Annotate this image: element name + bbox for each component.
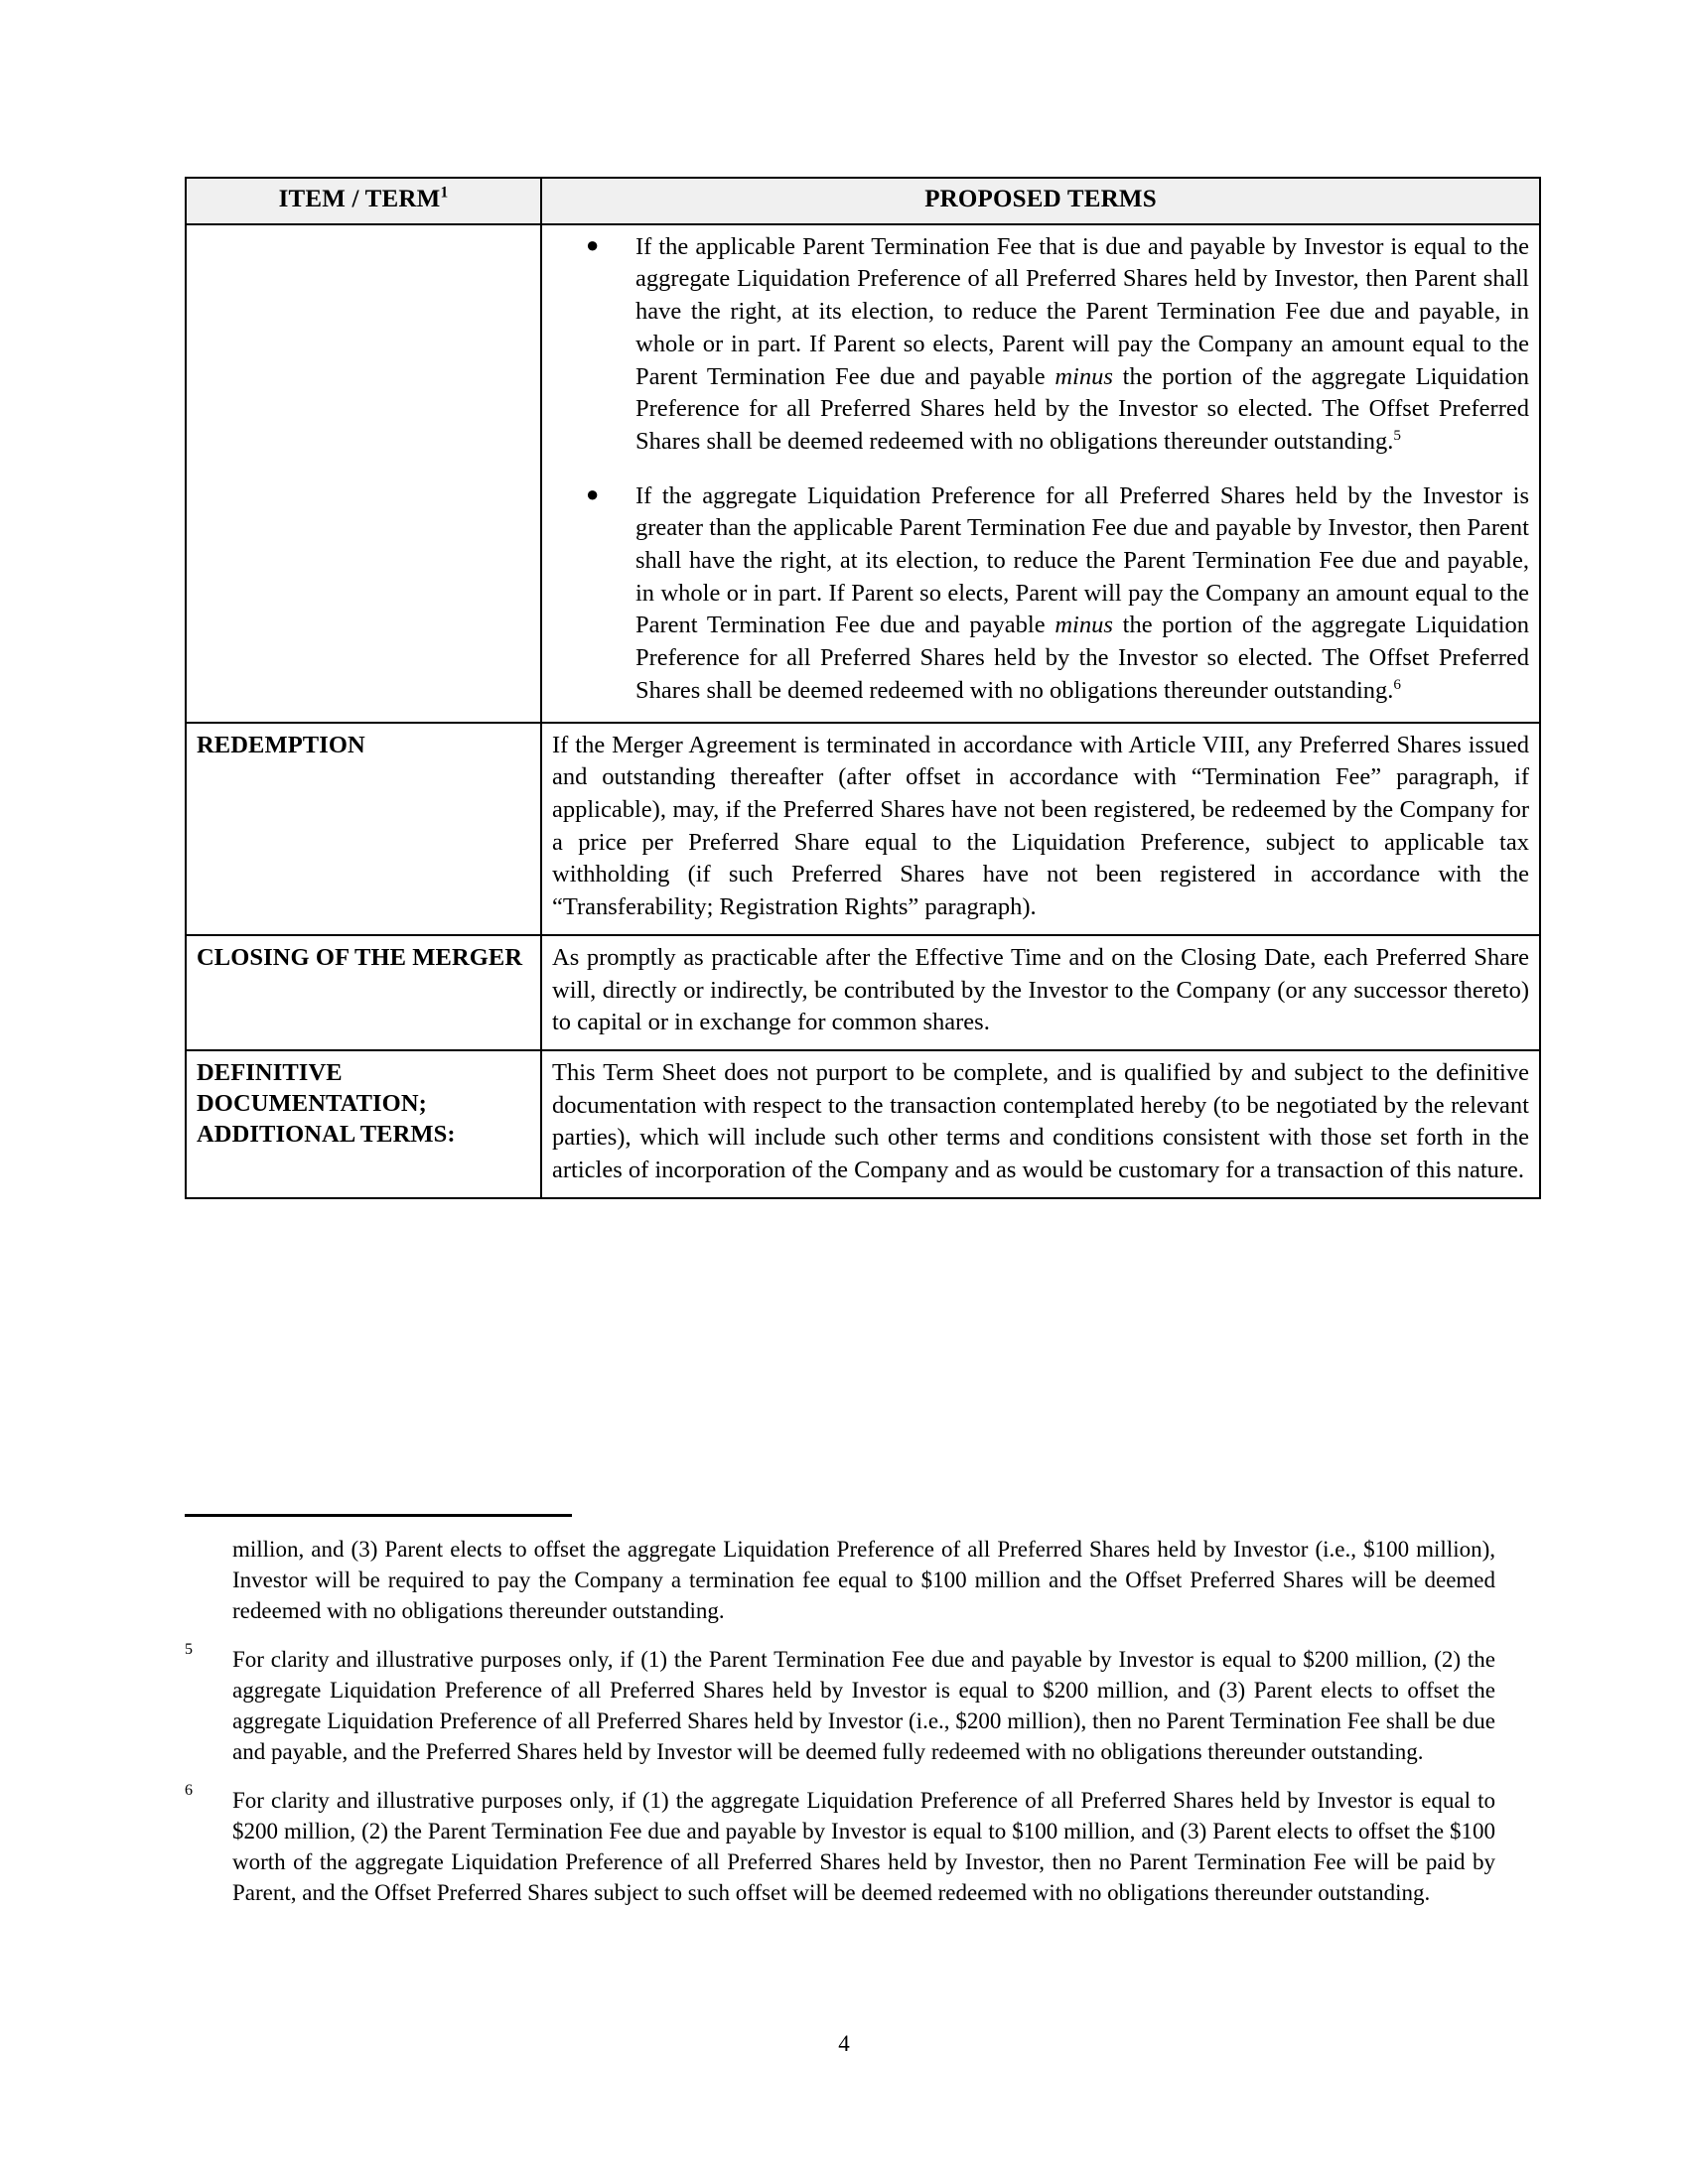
paragraph: This Term Sheet does not purport to be complete, and is qualified by and subject to the definitive documentation with respect to the transaction contemplated hereby (to be negotiated by the relevant parties), which will include such other terms and conditions consistent with those set forth in the articles of incorporation of the Company and as would be customary for a transaction of this nature. — [552, 1058, 1529, 1184]
table-row-definitive-documentation — [186, 1050, 1540, 1198]
table-header — [186, 178, 1540, 224]
footnote-text: For clarity and illustrative purposes only, if (1) the Parent Termination Fee due and payable by Investor is equal to $200 million, (2) the aggregate Liquidation Preference of all Preferred Shares held by Investor is equal to $200 million, and (3) Parent elects to offset the aggregate Liquidation Preference of all Preferred Shares held by Investor (i.e., $200 million), then no Parent Termination Fee shall be due and payable, and the Preferred Shares held by Investor will be deemed fully redeemed with no obligations thereunder outstanding. — [232, 1647, 1495, 1765]
item-term-cell-redemption: REDEMPTION — [186, 723, 541, 935]
bullet-text-part-1: If the aggregate Liquidation Preference for all Preferred Shares held by the Investor is greater than the applicable Parent Termination Fee due and payable by Investor, then Parent shall have the right, at its election, to reduce the Parent Termination Fee due and payable, in whole or in part. If Parent so elects, Parent will pay the Company an amount equal to the Parent Termination Fee due and payable — [635, 481, 1529, 639]
table-header-row — [186, 178, 1540, 224]
bullet-list — [552, 231, 1529, 708]
bullet-footnote-marker: 5 — [1393, 426, 1401, 444]
footnote-text: For clarity and illustrative purposes only, if (1) the aggregate Liquidation Preference of all Preferred Shares held by Investor is equal to $200 million, (2) the Parent Termination Fee due and payable by Investor is equal to $100 million, and (3) Parent elects to offset the $100 worth of the aggregate Liquidation Preference of all Preferred Shares held by Investor, then no Parent Termination Fee will be paid by Parent, and the Offset Preferred Shares subject to such offset will be deemed redeemed with no obligations thereunder outstanding. — [232, 1788, 1495, 1906]
list-item — [552, 231, 1529, 459]
paragraph: As promptly as practicable after the Effective Time and on the Closing Date, each Preferred Share will, directly or indirectly, be contributed by the Investor to the Company (or any successor thereto) to capital or in exchange for common shares. — [552, 943, 1529, 1036]
table-body — [186, 224, 1540, 1198]
bullet-text-part-2: the portion of the aggregate Liquidation Preference for all Preferred Shares held by the Investor so elected. The Offset Preferred Shares shall be deemed redeemed with no obligations thereunder outstanding. — [635, 362, 1529, 455]
page-number: 4 — [838, 2031, 850, 2056]
table-row-termination-fee-continuation — [186, 224, 1540, 723]
column-header-footnote-marker: 1 — [440, 184, 449, 202]
footnote-separator-rule — [185, 1514, 572, 1517]
table-row-closing-of-the-merger — [186, 935, 1540, 1050]
footnote-continuation — [185, 1534, 1495, 1626]
bullet-footnote-marker: 6 — [1393, 675, 1401, 693]
item-term-cell-definitive-documentation: DEFINITIVE DOCUMENTATION; ADDITIONAL TERMS: — [186, 1050, 541, 1198]
footnote-marker: 5 — [185, 1641, 193, 1659]
term-sheet-table — [185, 177, 1541, 1199]
column-header-proposed-terms: PROPOSED TERMS — [541, 178, 1540, 224]
footnote-marker: 6 — [185, 1782, 193, 1800]
bullet-italic-word: minus — [1055, 612, 1113, 639]
bullet-text-part-2: the portion of the aggregate Liquidation Preference for all Preferred Shares held by the Investor so elected. The Offset Preferred Shares shall be deemed redeemed with no obligations thereunder outstanding. — [635, 612, 1529, 704]
footnote-5 — [185, 1641, 1495, 1767]
bullet-dot-icon: ● — [586, 480, 600, 506]
footnote-section — [185, 1534, 1495, 1909]
column-header-item-term — [186, 178, 541, 224]
bullet-italic-word: minus — [1055, 362, 1113, 390]
footnote-text: million, and (3) Parent elects to offset the aggregate Liquidation Preference of all Preferred Shares held by Investor (i.e., $100 million), Investor will be required to pay the Company a termination fee equal to $100 million and the Offset Preferred Shares will be deemed redeemed with no obligations thereunder outstanding. — [232, 1537, 1495, 1624]
proposed-terms-cell-definitive-documentation — [541, 1050, 1540, 1198]
footnote-6 — [185, 1782, 1495, 1908]
item-term-cell-empty — [186, 224, 541, 723]
proposed-terms-cell-bullets — [541, 224, 1540, 723]
item-term-cell-closing-of-the-merger: CLOSING OF THE MERGER — [186, 935, 541, 1050]
bullet-text-part-1: If the applicable Parent Termination Fee that is due and payable by Investor is equal to the aggregate Liquidation Preference of all Preferred Shares held by Investor, then Parent shall have the right, at its election, to reduce the Parent Termination Fee due and payable, in whole or in part. If Parent so elects, Parent will pay the Company an amount equal to the Parent Termination Fee due and payable — [635, 232, 1529, 390]
paragraph: If the Merger Agreement is terminated in accordance with Article VIII, any Preferred Shares issued and outstanding thereafter (after offset in accordance with “Termination Fee” paragraph, if applicable), may, if the Preferred Shares have not been registered, be redeemed by the Company for a price per Preferred Share equal to the Liquidation Preference, subject to applicable tax withholding (if such Preferred Shares have not been registered in accordance with the “Transferability; Registration Rights” paragraph). — [552, 731, 1529, 921]
bullet-dot-icon: ● — [586, 231, 600, 257]
list-item — [552, 480, 1529, 708]
proposed-terms-cell-redemption — [541, 723, 1540, 935]
table-row-redemption — [186, 723, 1540, 935]
proposed-terms-cell-closing-of-the-merger — [541, 935, 1540, 1050]
column-header-item-term-label: ITEM / TERM — [278, 186, 441, 212]
